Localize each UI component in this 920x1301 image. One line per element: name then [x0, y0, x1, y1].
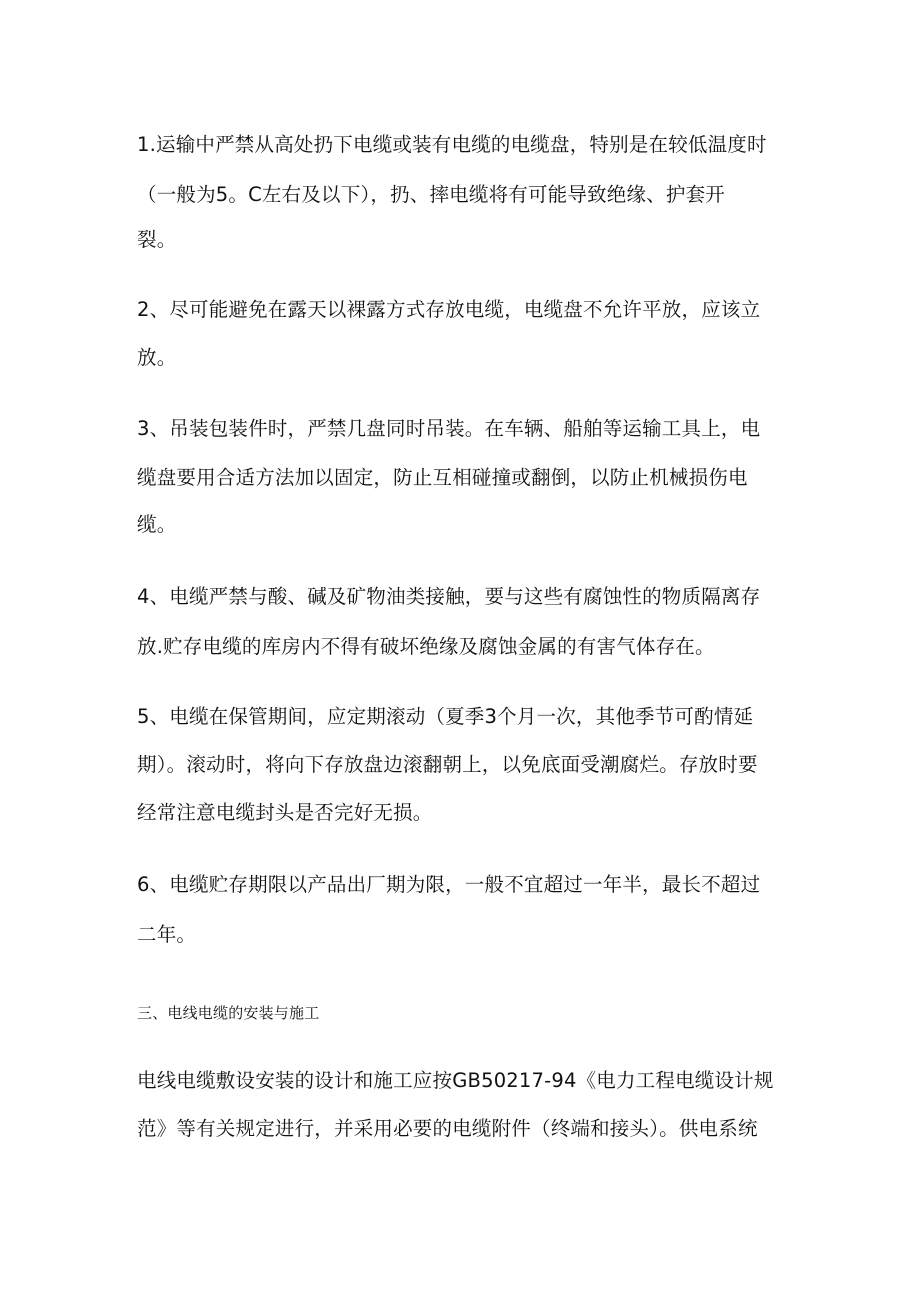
text-line: 二年。	[137, 923, 197, 946]
text-line: 缆。	[137, 513, 177, 536]
section-heading: 三、电线电缆的安装与施工	[137, 1004, 320, 1022]
text-line: 放.贮存电缆的库房内不得有破坏绝缘及腐蚀金属的有害气体存在。	[137, 635, 715, 658]
text-line: 经常注意电缆封头是否完好无损。	[137, 801, 433, 824]
text-line: 3、吊装包装件时，严禁几盘同时吊装。在车辆、船舶等运输工具上，电	[137, 417, 761, 440]
text-line: 1.运输中严禁从高处扔下电缆或装有电缆的电缆盘，特别是在较低温度时	[137, 133, 767, 156]
text-line: （一般为5。C左右及以下），扔、摔电缆将有可能导致绝缘、护套开	[137, 183, 725, 206]
text-line: 5、电缆在保管期间，应定期滚动（夏季3个月一次，其他季节可酌情延	[137, 705, 754, 728]
text-line: 缆盘要用合适方法加以固定，防止互相碰撞或翻倒，以防止机械损伤电	[137, 466, 748, 489]
text-line: 范》等有关规定进行，并采用必要的电缆附件（终端和接头）。供电系统	[137, 1117, 758, 1140]
text-line: 放。	[137, 346, 177, 369]
text-line: 期）。滚动时，将向下存放盘边滚翻朝上，以免底面受潮腐烂。存放时要	[137, 753, 758, 776]
text-line: 裂。	[137, 228, 177, 251]
text-line: 电线电缆敷设安装的设计和施工应按GB50217-94《电力工程电缆设计规	[137, 1069, 774, 1092]
text-line: 6、电缆贮存期限以产品出厂期为限，一般不宜超过一年半，最长不超过	[137, 873, 761, 896]
text-line: 4、电缆严禁与酸、碱及矿物油类接触，要与这些有腐蚀性的物质隔离存	[137, 585, 761, 608]
text-line: 2、尽可能避免在露天以裸露方式存放电缆，电缆盘不允许平放，应该立	[137, 298, 761, 321]
